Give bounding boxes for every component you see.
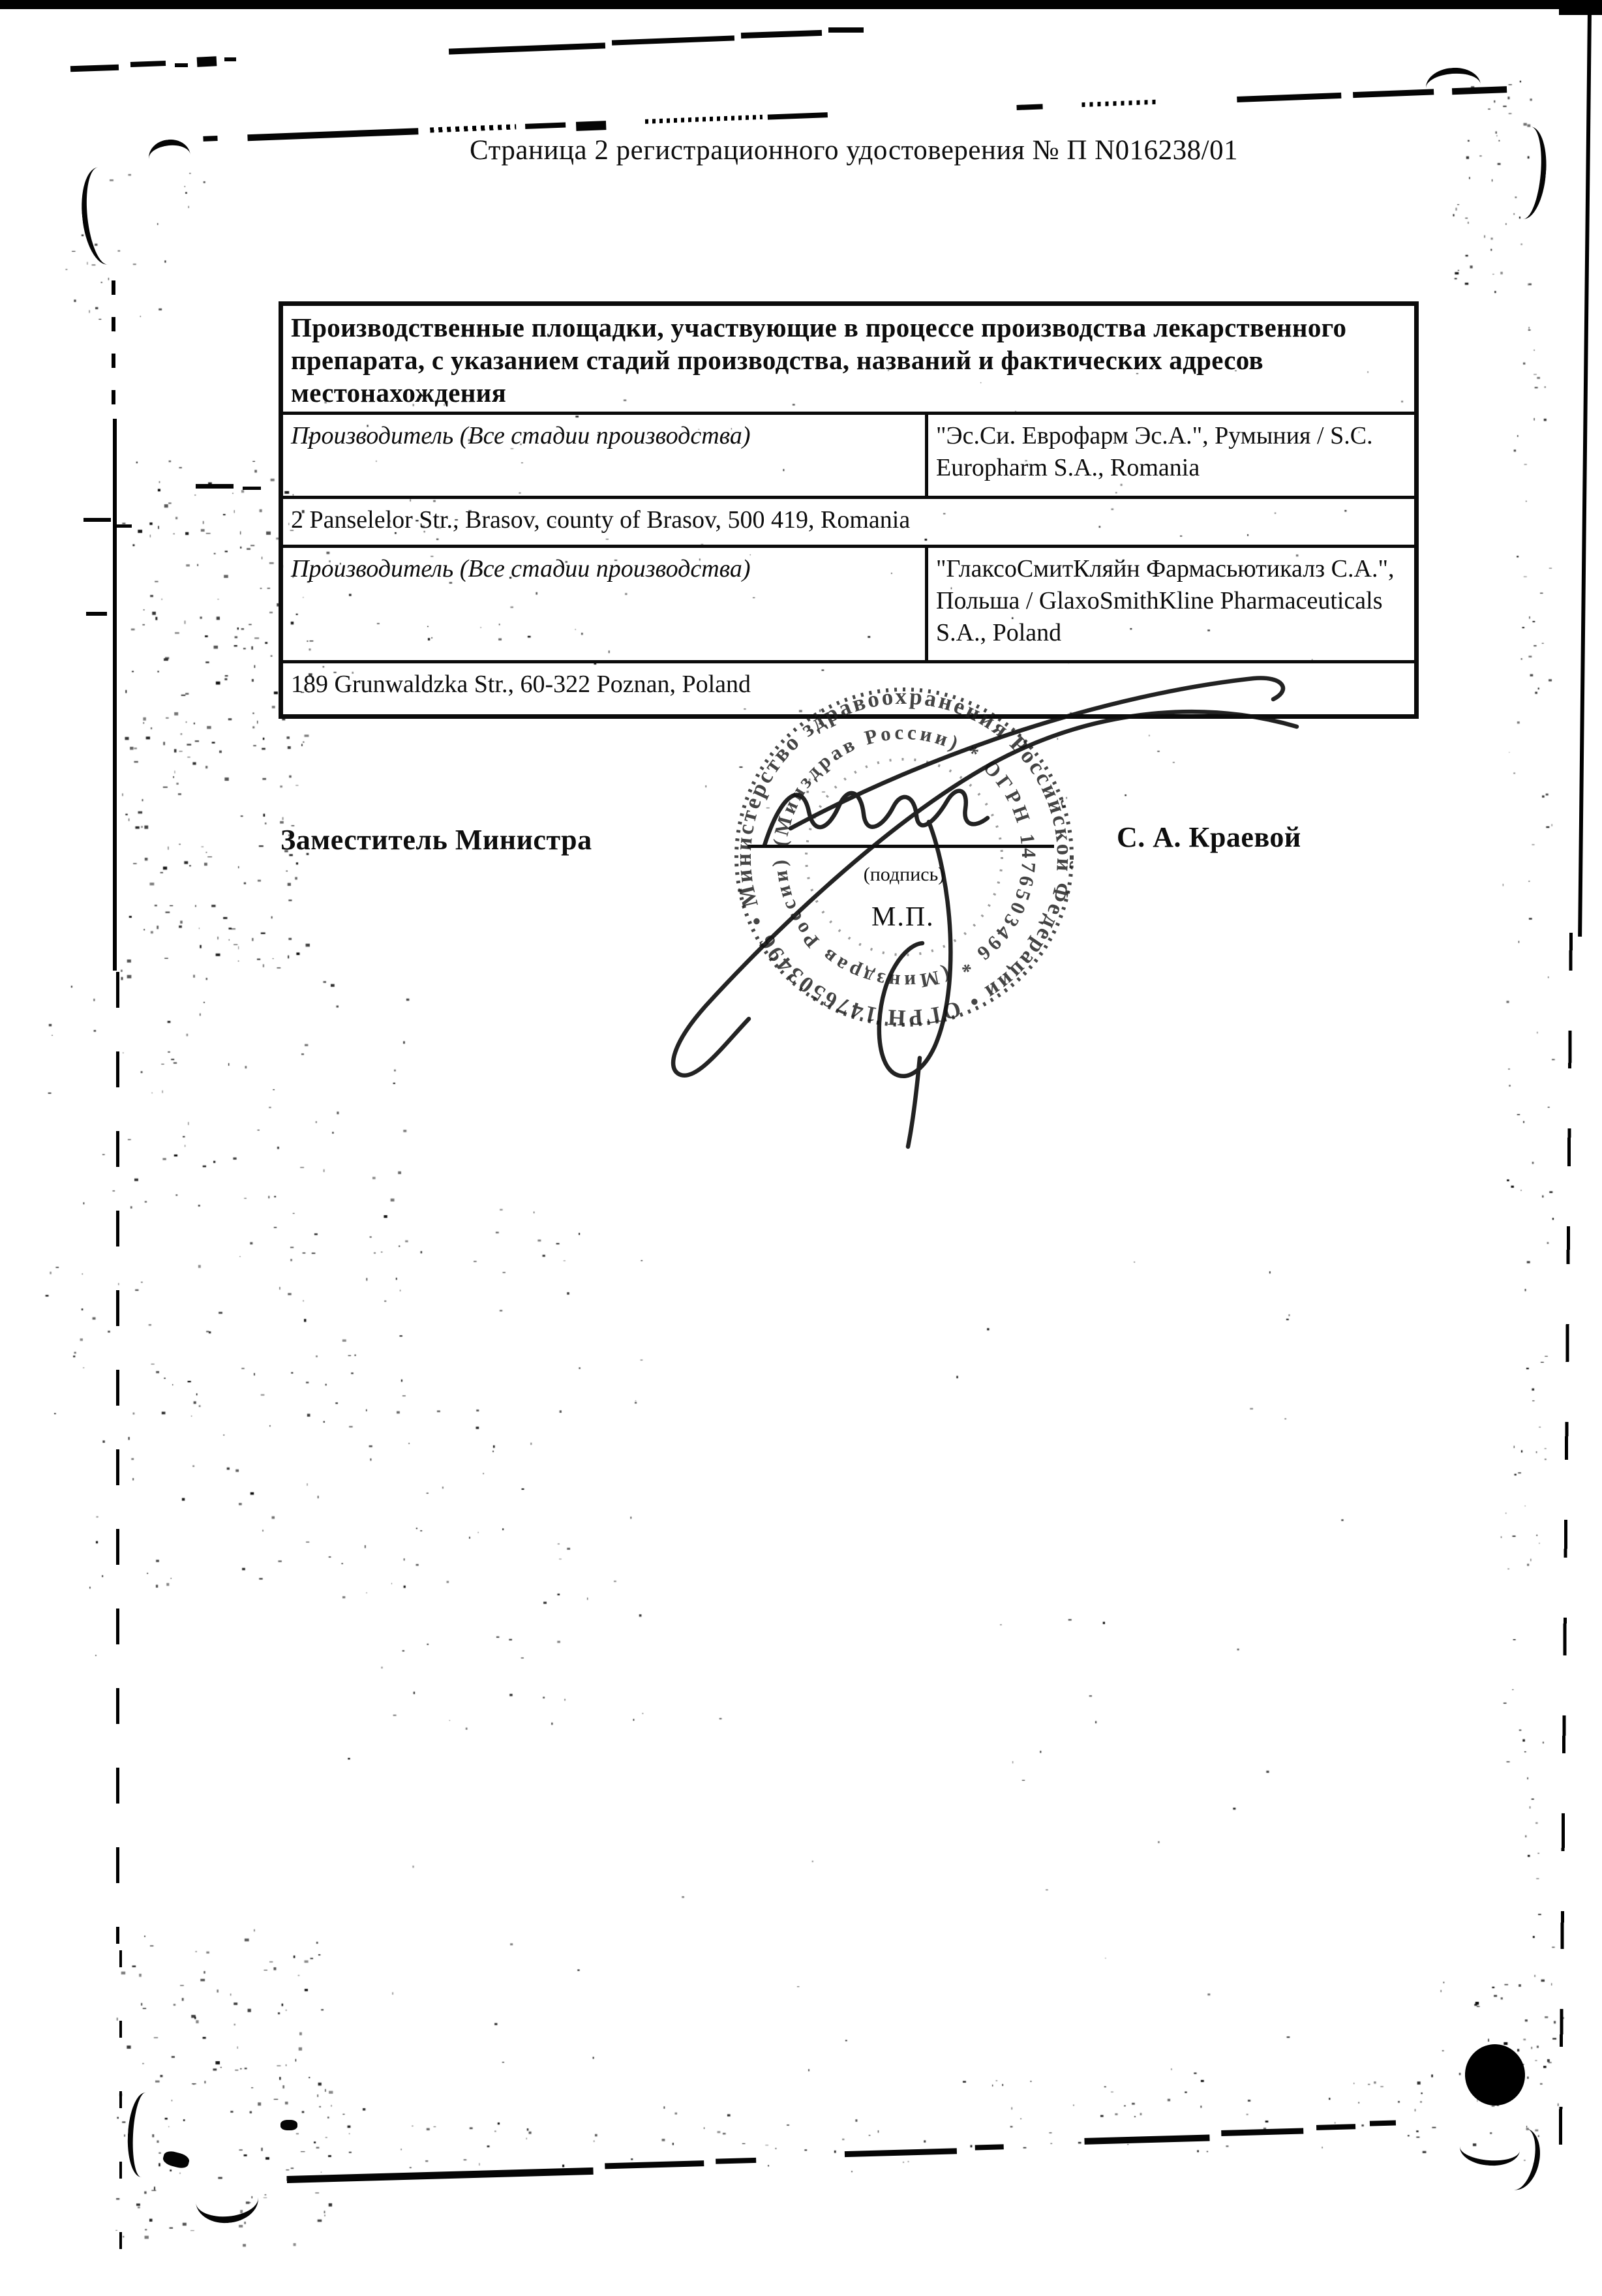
scan-dash [243,487,261,490]
scan-dash [86,612,107,616]
table-row [281,498,1417,547]
scan-left-margin-dashes-lower [116,972,119,1944]
table-row [281,414,1417,498]
address-cell: 2 Panselelor Str., Brasov, county of Brasov, 500 419, Romania [281,498,1417,547]
seal-place-mark: М.П. [871,902,935,932]
manufacturer-name-cell: "Эс.Си. Еврофарм Эс.А.", Румыния / S.C. Europharm S.A., Romania [927,414,1417,498]
signature-caption: (подпись) [863,864,945,885]
scan-edge-top-notch [1559,9,1602,15]
scan-blob [280,2120,297,2130]
table-header-cell: Производственные площадки, участвующие в процессе производства лекарственного препарата, с указанием стадий производства, названий и фактических адресов местонахождения [281,304,1417,414]
scan-edge-top-bar [0,0,1602,9]
scan-left-margin-dashes-bottom [119,1950,122,2257]
page-header: Страница 2 регистрационного удостоверения № П N016238/01 [470,135,1239,166]
address-cell: 189 Grunwaldzka Str., 60-322 Poznan, Poland [281,662,1417,717]
scan-dash [116,524,132,528]
scan-dash [224,57,236,61]
scan-dash [196,484,234,489]
scan-left-margin-dashes [112,280,115,419]
scan-dash [197,56,217,67]
scan-dash [175,63,188,67]
manufacturer-label-cell: Производитель (Все стадии производства) [281,547,927,662]
signatory-name: С. А. Краевой [1117,821,1301,853]
stamp-outer-ring-text: • Министерство здравоохранения Российской Федерации • ОГРН 1476503496 [730,683,1078,1031]
scan-dash [828,27,864,33]
manufacturer-label-cell: Производитель (Все стадии производства) [281,414,927,498]
table-row [281,547,1417,662]
scan-dash [83,518,111,522]
table-header-row [281,304,1417,414]
scan-left-margin-line [113,419,117,971]
deputy-minister-title: Заместитель Министра [280,824,592,856]
signature-stroke [620,652,1370,1174]
manufacturer-name-cell: "ГлаксоСмитКляйн Фармасьютикалз С.А.", Польша / GlaxoSmithKline Pharmaceuticals S.A., Poland [927,547,1417,662]
stamp-inner-ring-text: (Минздрав России) * ОГРН 1476503496 * (Минздрав России) [767,720,1041,994]
